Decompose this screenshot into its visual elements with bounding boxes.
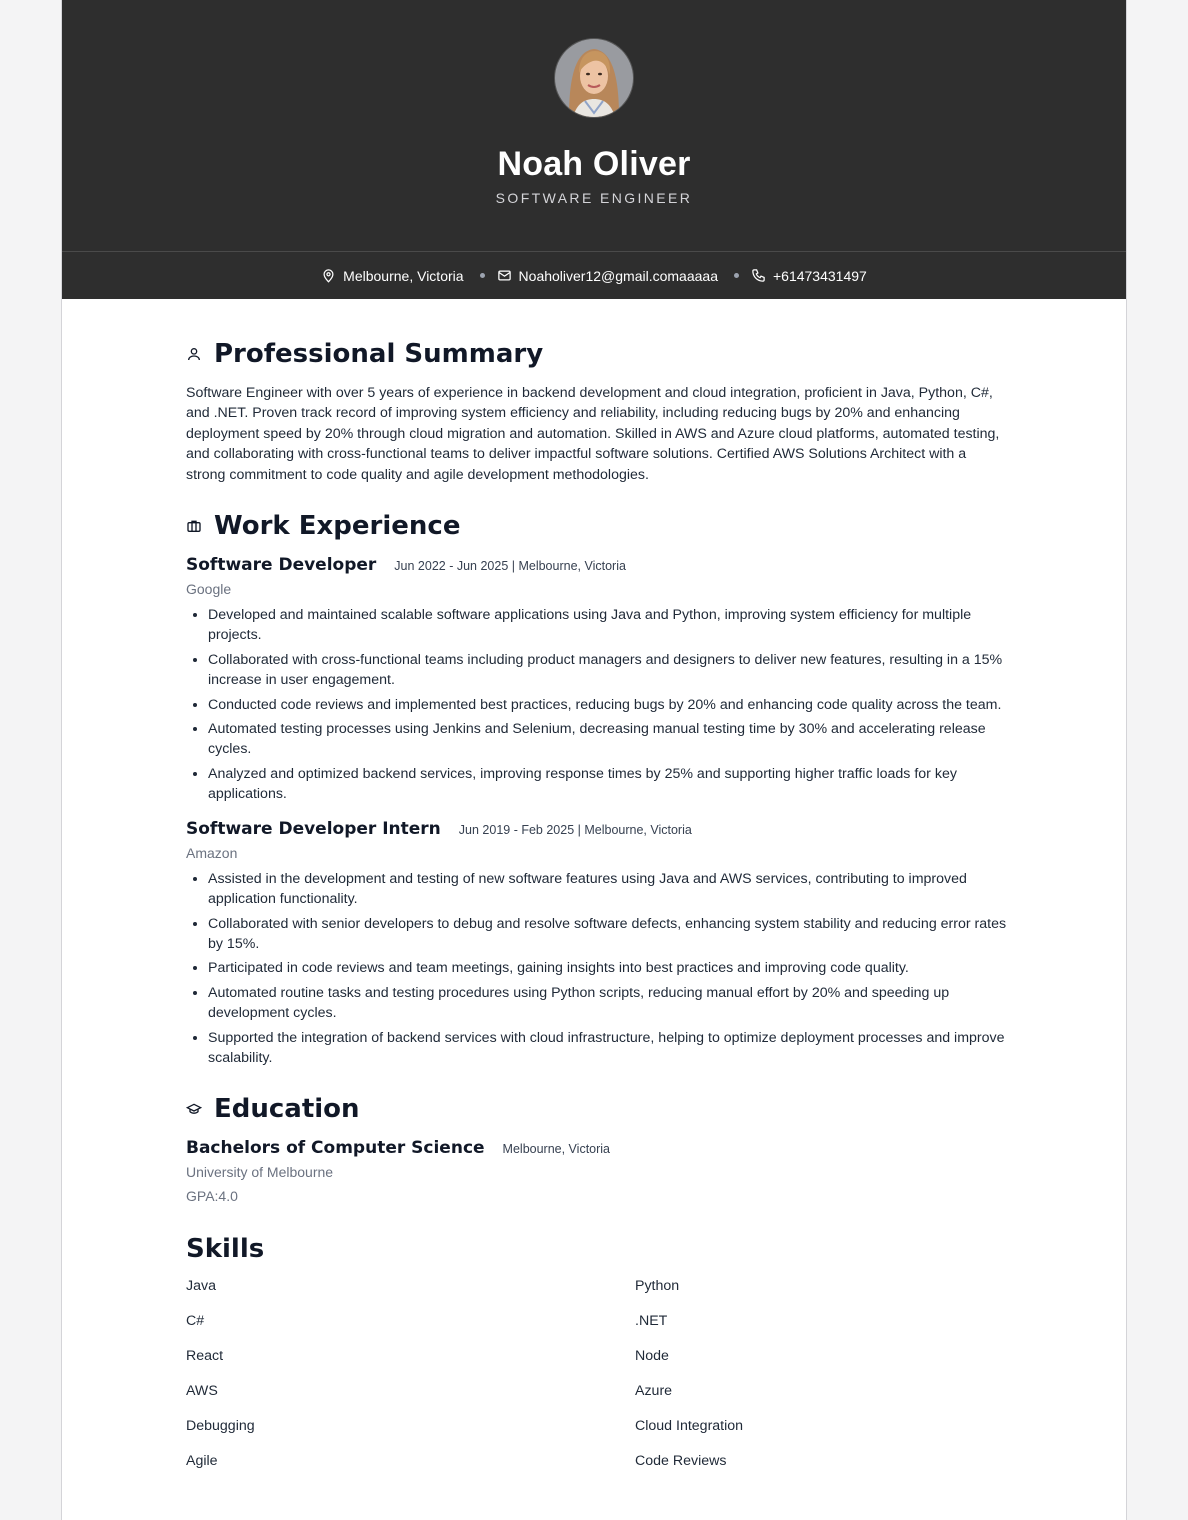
job-title: Software Developer [186, 555, 377, 576]
gpa-text: GPA:4.0 [186, 1188, 238, 1205]
skill-item: Java [186, 1278, 216, 1295]
job-bullet: • Supported the integration of backend services with cloud infrastructure, helping to optimize deployment processes and improve scalability. [208, 1028, 1008, 1069]
phone-text[interactable]: +61473431497 [772, 267, 867, 284]
job-bullet: • Developed and maintained scalable software applications using Java and Python, improving system efficiency for multiple projects. [208, 605, 1008, 646]
skill-item: C# [186, 1313, 205, 1330]
phone-icon [751, 268, 766, 283]
school-name: University of Melbourne [186, 1164, 334, 1181]
graduation-cap-icon [186, 1101, 202, 1117]
skill-item: Azure [635, 1383, 673, 1400]
contact-email[interactable] [497, 268, 718, 284]
job-company: Google [186, 581, 232, 598]
email-text[interactable]: Noaholiver12@gmail.comaaaaa [518, 267, 718, 284]
skill-item: React [186, 1348, 224, 1365]
contact-separator [480, 273, 485, 278]
job-bullet: • Assisted in the development and testing of new software features using Java and AWS services, contributing to improved application functionality. [208, 869, 1008, 910]
contact-phone[interactable] [751, 268, 867, 284]
skill-item: Cloud Integration [635, 1418, 744, 1435]
job-bullet: • Conducted code reviews and implemented best practices, reducing bugs by 20% and enhancing code quality across the team. [208, 695, 1008, 715]
skills-heading-text: Skills [186, 1234, 265, 1265]
skill-item: Node [635, 1348, 669, 1365]
skills-section [186, 1234, 1002, 1486]
job-bullets [186, 605, 1008, 805]
briefcase-icon [186, 518, 202, 534]
map-pin-icon [321, 268, 336, 283]
job-bullet: • Automated testing processes using Jenkins and Selenium, decreasing manual testing time by 30% and accelerating release cycles. [208, 719, 1008, 760]
job-bullets [186, 869, 1008, 1069]
candidate-title: SOFTWARE ENGINEER [495, 190, 693, 206]
contact-bar [62, 252, 1126, 299]
resume-content [62, 299, 1126, 1486]
resume-header [62, 0, 1126, 252]
skill-item: AWS [186, 1383, 218, 1400]
summary-text: Software Engineer with over 5 years of experience in backend development and cloud integration, proficient in Java, Python, C#, and .NET. Proven track record of improving system efficiency and reliability, including reducing bugs by 20% and enhancing deployment speed by 20% through cloud migration and automation. Skilled in AWS and Azure cloud platforms, automated testing, and collaborating with cross-functional teams to deliver impactful software solutions. Certified AWS Solutions Architect with a strong commitment to code quality and agile development methodologies. [186, 385, 1000, 483]
job-entry [186, 818, 1007, 1069]
skills-heading [186, 1234, 1002, 1264]
job-bullet: • Analyzed and optimized backend services, improving response times by 25% and supporting higher traffic loads for key applications. [208, 764, 1008, 805]
job-meta: Jun 2022 - Jun 2025 | Melbourne, Victoria [394, 559, 626, 574]
skill-item: Debugging [186, 1418, 255, 1435]
resume-page [61, 0, 1127, 1520]
job-meta: Jun 2019 - Feb 2025 | Melbourne, Victoria [458, 822, 692, 837]
education-location: Melbourne, Victoria [502, 1142, 611, 1157]
education-section [186, 1094, 1002, 1204]
user-icon [186, 346, 202, 362]
experience-section [186, 511, 1007, 1068]
degree-title: Bachelors of Computer Science [186, 1138, 485, 1159]
education-heading-text: Education [214, 1094, 360, 1125]
summary-section [186, 339, 1002, 485]
skills-grid [186, 1276, 1002, 1486]
education-heading [186, 1094, 1002, 1124]
experience-heading [186, 511, 1002, 541]
job-bullet: • Collaborated with cross-functional teams including product managers and designers to deliver new features, resulting in a 15% increase in user engagement. [208, 650, 1008, 691]
contact-location [321, 268, 463, 284]
skill-item: Agile [186, 1453, 218, 1470]
job-title: Software Developer Intern [186, 818, 441, 839]
profile-photo [554, 38, 634, 118]
summary-heading [186, 339, 1002, 369]
job-company: Amazon [186, 844, 238, 861]
job-entry [186, 555, 1002, 805]
job-bullet: • Participated in code reviews and team meetings, gaining insights into best practices and improving code quality. [208, 958, 1008, 978]
skill-item: .NET [635, 1313, 668, 1330]
contact-separator [734, 273, 739, 278]
mail-icon [497, 268, 512, 283]
job-bullet: • Automated routine tasks and testing procedures using Python scripts, reducing manual effort by 20% and speeding up development cycles. [208, 983, 1008, 1024]
skill-item: Python [635, 1278, 680, 1295]
location-text: Melbourne, Victoria [343, 267, 464, 284]
candidate-name: Noah Oliver [497, 145, 691, 183]
job-bullet: • Collaborated with senior developers to debug and resolve software defects, enhancing system stability and reducing error rates by 15%. [208, 914, 1008, 955]
skill-item: Code Reviews [635, 1453, 727, 1470]
summary-heading-text: Professional Summary [214, 339, 544, 369]
experience-heading-text: Work Experience [214, 511, 461, 542]
